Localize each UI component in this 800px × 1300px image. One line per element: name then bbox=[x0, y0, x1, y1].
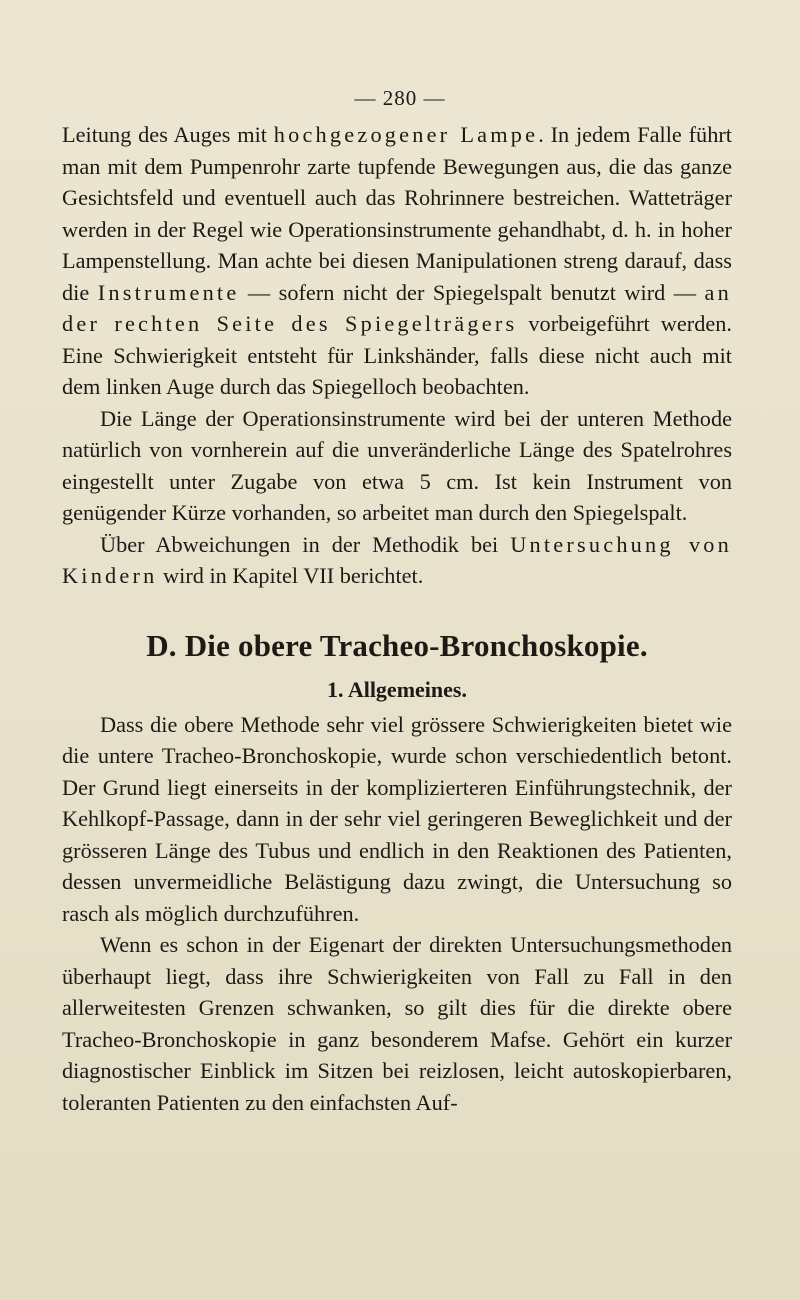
page-number: — 280 — bbox=[354, 86, 446, 110]
text-run: Leitung des Auges mit bbox=[62, 122, 274, 147]
text-run: wird in Kapitel VII berichtet. bbox=[157, 563, 424, 588]
paragraph-children-reference bbox=[62, 529, 732, 592]
section-heading: D. Die obere Tracheo-Bronchoskopie. bbox=[146, 627, 648, 663]
text-run: — sofern nicht der Spiegelspalt benutzt wird — bbox=[239, 279, 705, 305]
paragraph-difficulties: Dass die obere Methode sehr viel grössere Schwierigkeiten bietet wie die untere Tracheo-Bronchoskopie, wurde schon verschiedentlich betont. Der Grund liegt einerseits in der komplizierteren Einführungstechnik, der Kehlkopf-Passage, dann in der sehr viel geringeren Beweglichkeit und der grösseren Länge des Tubus und endlich in den Reaktionen des Patienten, dessen unvermeidliche Belästigung dazu zwingt, die Untersuchung so rasch als möglich durchzuführen. bbox=[62, 711, 732, 926]
spaced-emphasis: an der rechten Seite des Spiegelträgers bbox=[62, 279, 732, 336]
text-run: vorbeigeführt werden. Eine Schwierigkeit entsteht für Linkshänder, falls diese nicht auch mit dem linken Auge durch das Spiegelloch beobachten. bbox=[62, 311, 732, 399]
spaced-emphasis: hochgezogener Lampe bbox=[273, 122, 539, 147]
subsection-heading: 1. Allgemeines. bbox=[327, 676, 467, 702]
body-text bbox=[62, 119, 732, 1118]
text-run: Über Abweichungen in der Methodik bei bbox=[100, 531, 511, 557]
paragraph-methods-variation: Wenn es schon in der Eigenart der direkten Untersuchungsmethoden überhaupt liegt, dass ihre Schwierigkeiten von Fall zu Fall in den allerweitesten Grenzen schwanken, so gilt dies für die direkte obere Tracheo-Bronchoskopie in ganz besonderem Mafse. Gehört ein kurzer diagnostischer Einblick im Sitzen bei reizlosen, leicht autoskopierbaren, toleranten Patienten zu den einfachsten Auf- bbox=[62, 932, 732, 1115]
paragraph-lamp-handling bbox=[62, 119, 732, 403]
text-run: . In jedem Falle führt man mit dem Pumpenrohr zarte tupfende Bewegungen aus, die das ganze Gesichtsfeld und eventuell auch das Rohrinnere bestreichen. Watteträger werden in der Regel wie Operationsinstrumente gehandhabt, d. h. in hoher Lampenstellung. Man achte bei diesen Manipulationen streng darauf, dass die bbox=[62, 122, 732, 305]
spaced-emphasis: Untersuchung von Kindern bbox=[62, 531, 732, 588]
spaced-emphasis: Instrumente bbox=[97, 279, 240, 305]
paragraph-instrument-length: Die Länge der Operationsinstrumente wird bei der unteren Methode natürlich von vornherein auf die unveränderliche Länge des Spatelrohres eingestellt unter Zugabe von etwa 5 cm. Ist kein Instrument von genügender Kürze vorhanden, so arbeitet man durch den Spiegelspalt. bbox=[62, 405, 732, 525]
